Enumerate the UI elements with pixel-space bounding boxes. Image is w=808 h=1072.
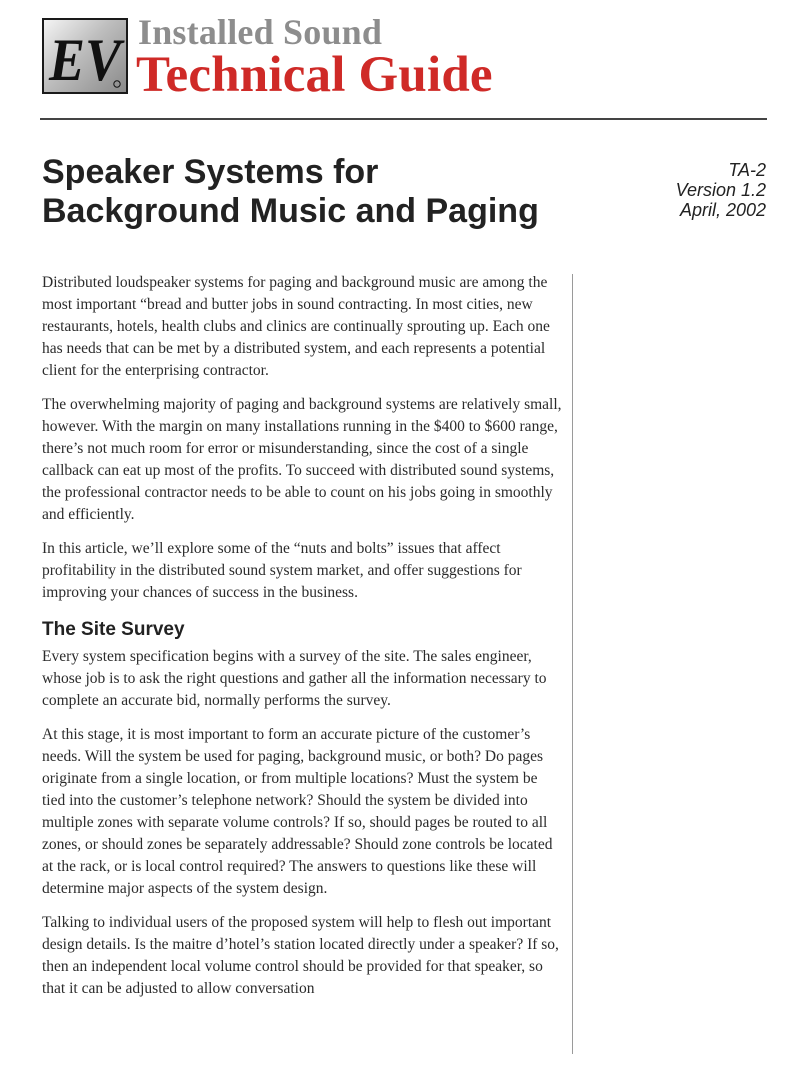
ev-logo [42, 18, 128, 94]
page-title [42, 153, 539, 231]
paragraph: The overwhelming majority of paging and background systems are relatively small, however. With the margin on many installations running in the $400 to $600 range, there’s not much room for error or misunderstanding, since the cost of a single callback can eat up most of the profits. To succeed with distributed sound systems, the professional contractor needs to be able to count on his jobs going in smoothly and efficiently. [42, 396, 562, 523]
ev-logo-letters: EV [48, 27, 126, 92]
ev-logo-mark [44, 20, 126, 92]
column-divider [572, 274, 573, 1054]
paragraph: At this stage, it is most important to form an accurate picture of the customer’s needs. Will the system be used for paging, background music, or both? Do pages originate from a single location, or from multiple locations? Must the system be tied into the customer’s telephone network? Should the system be divided into multiple zones with separate volume controls? If so, should pages be routed to all zones, or should zones be separately addressable? Should zone controls be located at the rack, or is local control required? The answers to questions like these will determine major aspects of the system design. [42, 726, 553, 897]
document-date: April, 2002 [679, 200, 766, 220]
document-number: TA-2 [728, 160, 766, 180]
paragraph: Every system specification begins with a survey of the site. The sales engineer, whose job is to ask the right questions and gather all the information necessary to complete an accurate bid, normally performs the survey. [42, 648, 547, 709]
page-title-line-1: Speaker Systems for [42, 153, 379, 191]
document-version: Version 1.2 [675, 180, 766, 200]
article-body [42, 272, 562, 1012]
paragraph: Talking to individual users of the proposed system will help to flesh out important design details. Is the maitre d’hotel’s station located directly under a speaker? If so, then an independent local volume control should be provided for that speaker, so that it can be adjusted to allow conversation [42, 914, 559, 997]
page-title-line-2: Background Music and Paging [42, 192, 539, 230]
brand-line-technical-guide: Technical Guide [136, 47, 493, 103]
brand-line-installed-sound: Installed Sound [138, 12, 383, 52]
document-info [676, 160, 766, 220]
paragraph: In this article, we’ll explore some of the “nuts and bolts” issues that affect profitability in the distributed sound system market, and offer suggestions for improving your chances of success in the business. [42, 540, 522, 601]
section-heading: The Site Survey [42, 619, 185, 640]
header-divider [40, 118, 767, 120]
paragraph: Distributed loudspeaker systems for paging and background music are among the most important “bread and butter jobs in sound contracting. In most cities, new restaurants, hotels, health clubs and clinics are continually sprouting up. Each one has needs that can be met by a distributed system, and each represents a potential client for the enterprising contractor. [42, 274, 550, 379]
